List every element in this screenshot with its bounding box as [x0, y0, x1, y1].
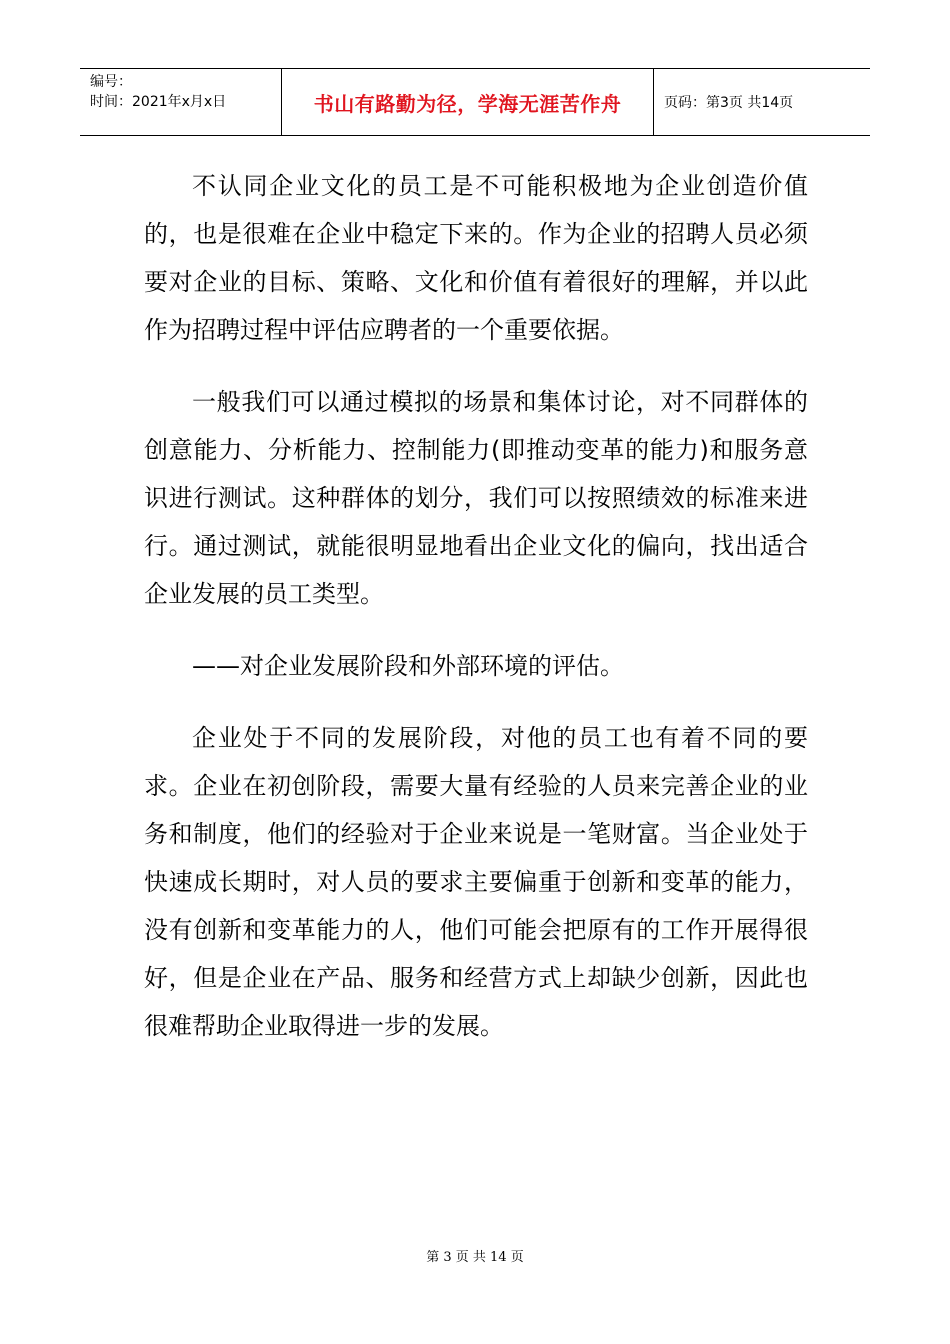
document-body	[144, 162, 808, 1074]
body-paragraph: 企业处于不同的发展阶段，对他的员工也有着不同的要求。企业在初创阶段，需要大量有经验的人员来完善企业的业务和制度，他们的经验对于企业来说是一笔财富。当企业处于快速成长期时，对人员的要求主要偏重于创新和变革的能力，没有创新和变革能力的人，他们可能会把原有的工作开展得很好，但是企业在产品、服务和经营方式上却缺少创新，因此也很难帮助企业取得进一步的发展。	[144, 724, 808, 1040]
body-paragraph: ——对企业发展阶段和外部环境的评估。	[192, 652, 624, 680]
header-motto: 书山有路勤为径，学海无涯苦作舟	[282, 69, 654, 135]
document-number-label: 编号：	[90, 74, 132, 90]
body-paragraph: 不认同企业文化的员工是不可能积极地为企业创造价值的，也是很难在企业中稳定下来的。作为企业的招聘人员必须要对企业的目标、策略、文化和价值有着很好的理解，并以此作为招聘过程中评估应聘者的一个重要依据。	[144, 172, 808, 344]
document-date: 时间：2021年x月x日	[90, 94, 227, 110]
page-footer: 第 3 页 共 14 页	[426, 1250, 524, 1265]
document-header	[80, 68, 870, 136]
header-meta-cell	[80, 69, 282, 135]
body-paragraph: 一般我们可以通过模拟的场景和集体讨论，对不同群体的创意能力、分析能力、控制能力(即推动变革的能力)和服务意识进行测试。这种群体的划分，我们可以按照绩效的标准来进行。通过测试，就能很明显地看出企业文化的偏向，找出适合企业发展的员工类型。	[144, 388, 808, 608]
header-page-info: 页码：第3页 共14页	[664, 95, 794, 111]
